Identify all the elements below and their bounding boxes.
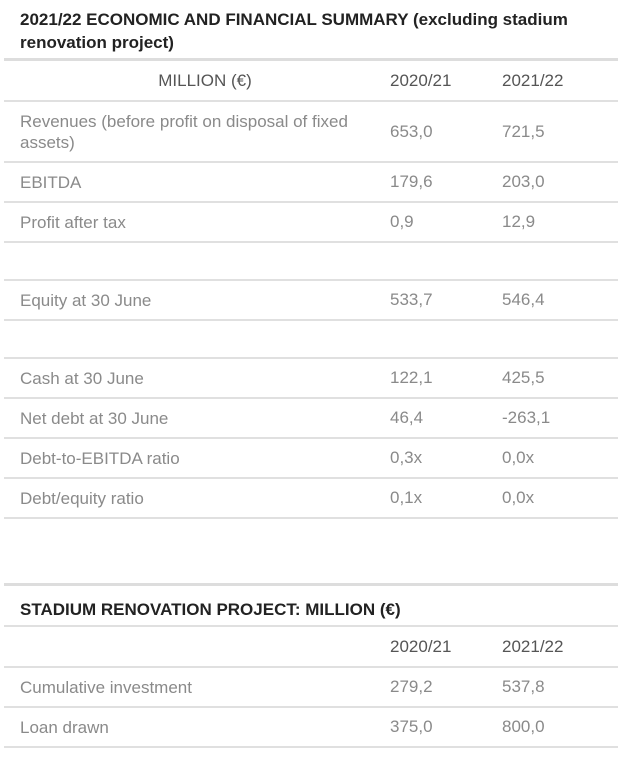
row-value-2021-22: 537,8 (502, 677, 545, 696)
row-value-2021-22: 0,0x (502, 448, 535, 467)
table-header (4, 627, 618, 668)
table-row (4, 708, 618, 748)
table-row (4, 668, 618, 708)
header-label: MILLION (€) (158, 71, 252, 90)
summary-table (4, 58, 618, 519)
row-value-2021-22: 203,0 (502, 172, 545, 191)
row-label: Equity at 30 June (20, 290, 152, 310)
table-row (4, 359, 618, 399)
row-value-2020-21: 533,7 (390, 290, 433, 309)
row-value-2020-21: 0,9 (390, 212, 414, 231)
row-label: Cash at 30 June (20, 368, 144, 388)
row-label: EBITDA (20, 172, 82, 192)
header-col-2020-21: 2020/21 (390, 70, 452, 90)
row-label: Debt/equity ratio (20, 488, 144, 508)
table-row (4, 203, 618, 243)
row-value-2021-22: 800,0 (502, 717, 545, 736)
row-value-2020-21: 0,3x (390, 448, 423, 467)
summary-title: 2021/22 ECONOMIC AND FINANCIAL SUMMARY (excluding stadium renovation project) (20, 10, 568, 52)
table-row (4, 102, 618, 163)
table-row-empty (4, 243, 618, 281)
row-value-2020-21: 375,0 (390, 717, 433, 736)
row-label: Revenues (before profit on disposal of fixed assets) (20, 111, 348, 152)
row-value-2020-21: 279,2 (390, 677, 433, 696)
row-value-2020-21: 46,4 (390, 408, 424, 427)
row-value-2021-22: 721,5 (502, 121, 545, 141)
table-header (4, 61, 618, 102)
table-row (4, 281, 618, 321)
row-value-2020-21: 0,1x (390, 488, 423, 507)
row-label: Loan drawn (20, 717, 109, 737)
table-row (4, 439, 618, 479)
row-value-2021-22: 0,0x (502, 488, 535, 507)
row-value-2021-22: 546,4 (502, 290, 545, 309)
header-col-2020-21: 2020/21 (390, 636, 452, 656)
table-row-empty (4, 321, 618, 359)
stadium-table (4, 627, 618, 748)
row-label: Debt-to-EBITDA ratio (20, 448, 180, 468)
table-row (4, 399, 618, 439)
row-value-2020-21: 653,0 (390, 121, 433, 141)
row-value-2020-21: 179,6 (390, 172, 433, 191)
stadium-title: STADIUM RENOVATION PROJECT: MILLION (€) (20, 600, 401, 619)
row-value-2021-22: -263,1 (502, 408, 551, 427)
table-row (4, 479, 618, 519)
table-row (4, 163, 618, 203)
header-col-2021-22: 2021/22 (502, 70, 564, 90)
row-value-2021-22: 425,5 (502, 368, 545, 387)
row-value-2020-21: 122,1 (390, 368, 433, 387)
header-col-2021-22: 2021/22 (502, 636, 564, 656)
row-value-2021-22: 12,9 (502, 212, 536, 231)
row-label: Net debt at 30 June (20, 408, 169, 428)
row-label: Profit after tax (20, 212, 126, 232)
row-label: Cumulative investment (20, 677, 192, 697)
